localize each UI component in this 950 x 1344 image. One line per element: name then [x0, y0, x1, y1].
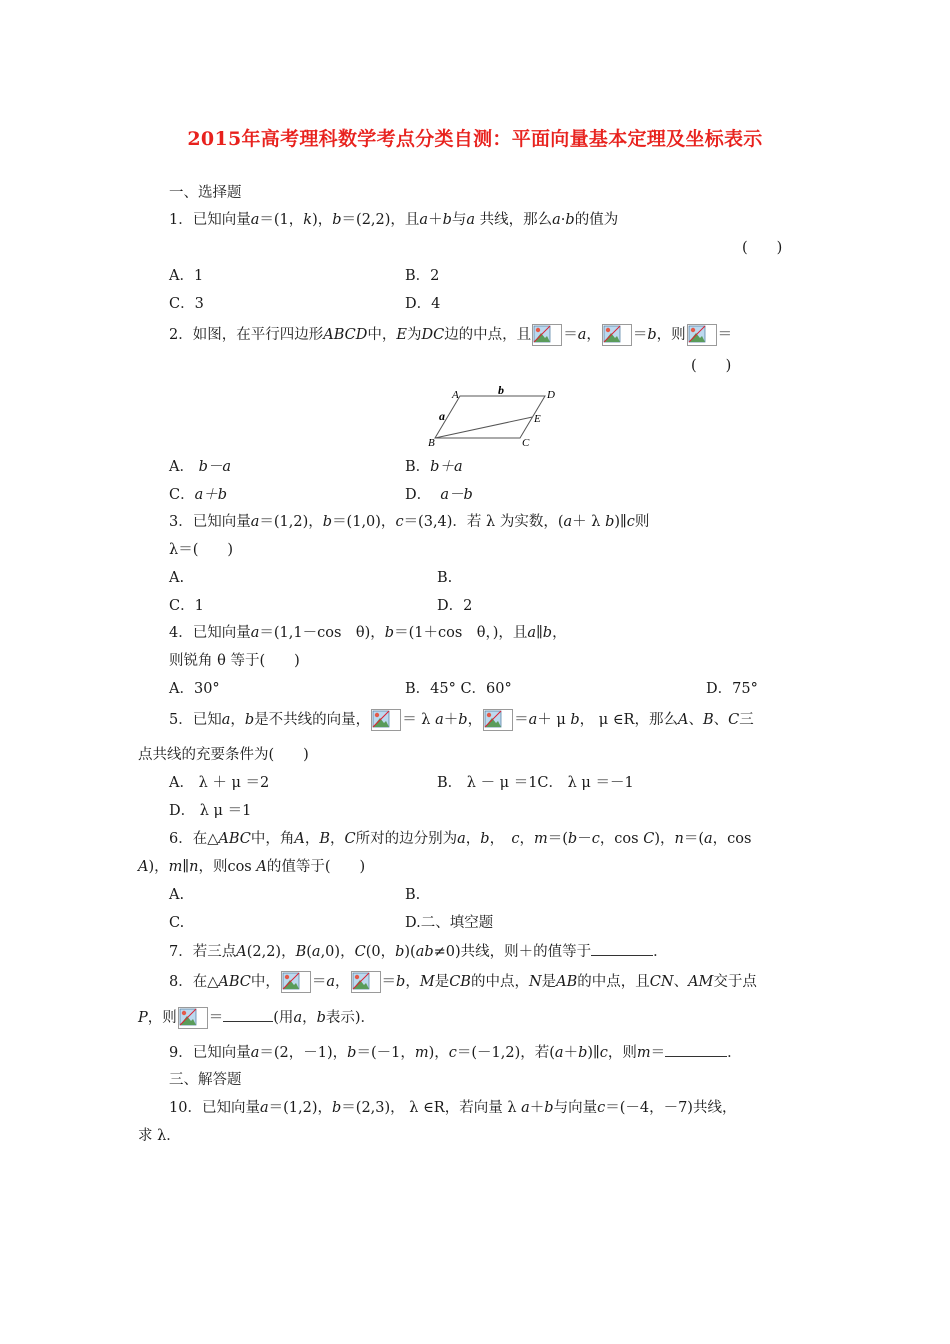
option-b: B. [405, 887, 421, 903]
option-b: B．2 [405, 268, 440, 284]
question-3-line2: λ＝( ) [169, 542, 234, 558]
page-title: 2015年高考理科数学考点分类自测：平面向量基本定理及坐标表示 [187, 128, 763, 150]
vertex-d-label: D [547, 389, 555, 401]
option-d: D． λ μ ＝1 [169, 803, 252, 819]
question-6-line2: A)，m∥n，则cos A的值等于( ) [138, 859, 366, 875]
vector-image-icon [371, 709, 401, 731]
vector-image-icon [532, 324, 562, 346]
option-c: C. [169, 915, 185, 931]
question-6: 6．在△ABC中，角A，B，C所对的边分别为a，b， c，m＝(b－c，cos C)，n＝(a，cos [169, 831, 752, 847]
question-3: 3．已知向量a＝(1,2)，b＝(1,0)，c＝(3,4)．若 λ 为实数，(a＋ λ b)∥c则 [169, 514, 650, 530]
option-d: D.二、填空题 [405, 915, 494, 931]
section-answer: 三、解答题 [169, 1072, 242, 1088]
option-b: B．45° C．60° [405, 681, 512, 697]
option-a: A. [169, 570, 185, 586]
question-8: 8．在△ABC中， ＝a， ＝b，M是CB的中点，N是AB的中点，且CN、AM交于点 [169, 970, 757, 994]
vector-image-icon [687, 324, 717, 346]
question-7: 7．若三点A(2,2)，B(a,0)，C(0，b)(ab≠0)共线，则＋的值等于 ． [169, 941, 668, 962]
vertex-e-label: E [534, 413, 541, 425]
vector-a-label: a [439, 409, 445, 423]
option-a: A. [169, 887, 185, 903]
option-b: B. [437, 570, 453, 586]
question-10: 10．已知向量a＝(1,2)，b＝(2,3)， λ ∈R，若向量 λ a＋b与向量c＝(－4，－7)共线， [169, 1100, 737, 1116]
option-a: A． b－a [169, 459, 232, 475]
question-10-line2: 求 λ． [138, 1128, 181, 1144]
question-8-line2: P，则 ＝ (用a，b表示)． [138, 1006, 375, 1030]
vertex-c-label: C [522, 437, 530, 449]
option-d: D．4 [405, 296, 441, 312]
question-5: 5．已知a，b是不共线的向量， ＝ λ a＋b， ＝a＋ μ b， μ ∈R，那么A、B、C三 [169, 709, 754, 731]
question-1: 1．已知向量a＝(1，k)，b＝(2,2)，且a＋b与a 共线，那么a·b的值为 [169, 212, 619, 228]
answer-blank[interactable] [223, 1007, 273, 1022]
option-a: A．1 [169, 268, 204, 284]
option-d: D． a－b [405, 487, 473, 503]
vector-image-icon [483, 709, 513, 731]
question-5-line2: 点共线的充要条件为( ) [138, 747, 309, 763]
option-a: A．30° [169, 681, 220, 697]
question-4-line2: 则锐角 θ 等于( ) [169, 653, 300, 669]
answer-paren: ( ) [691, 358, 732, 374]
vector-image-icon [281, 971, 311, 993]
vector-b-label: b [498, 383, 504, 397]
vertex-b-label: B [428, 437, 435, 449]
option-c: C．1 [169, 598, 204, 614]
parallelogram-figure [420, 382, 555, 452]
option-b: B． λ － μ ＝1C． λ μ ＝－1 [437, 775, 634, 791]
vector-image-icon [351, 971, 381, 993]
option-c: C．3 [169, 296, 204, 312]
answer-blank[interactable] [665, 1042, 727, 1057]
vector-image-icon [602, 324, 632, 346]
option-d: D．75° [706, 681, 758, 697]
question-2: 2．如图，在平行四边形ABCD中，E为DC边的中点，且 ＝a， ＝b，则 ＝ [169, 324, 732, 346]
question-4: 4．已知向量a＝(1,1－cos θ)，b＝(1＋cos θ，)，且a∥b， [169, 625, 567, 641]
answer-blank[interactable] [591, 941, 653, 956]
section-choice: 一、选择题 [169, 185, 242, 201]
option-b: B．b＋a [405, 459, 463, 475]
question-9: 9．已知向量a＝(2，－1)，b＝(－1，m)，c＝(－1,2)，若(a＋b)∥c，则m＝ ． [169, 1042, 742, 1063]
answer-paren: ( ) [742, 240, 783, 256]
option-a: A． λ ＋ μ ＝2 [169, 775, 270, 791]
option-d: D．2 [437, 598, 473, 614]
option-c: C．a＋b [169, 487, 228, 503]
vector-image-icon [178, 1007, 208, 1029]
vertex-a-label: A [452, 389, 459, 401]
